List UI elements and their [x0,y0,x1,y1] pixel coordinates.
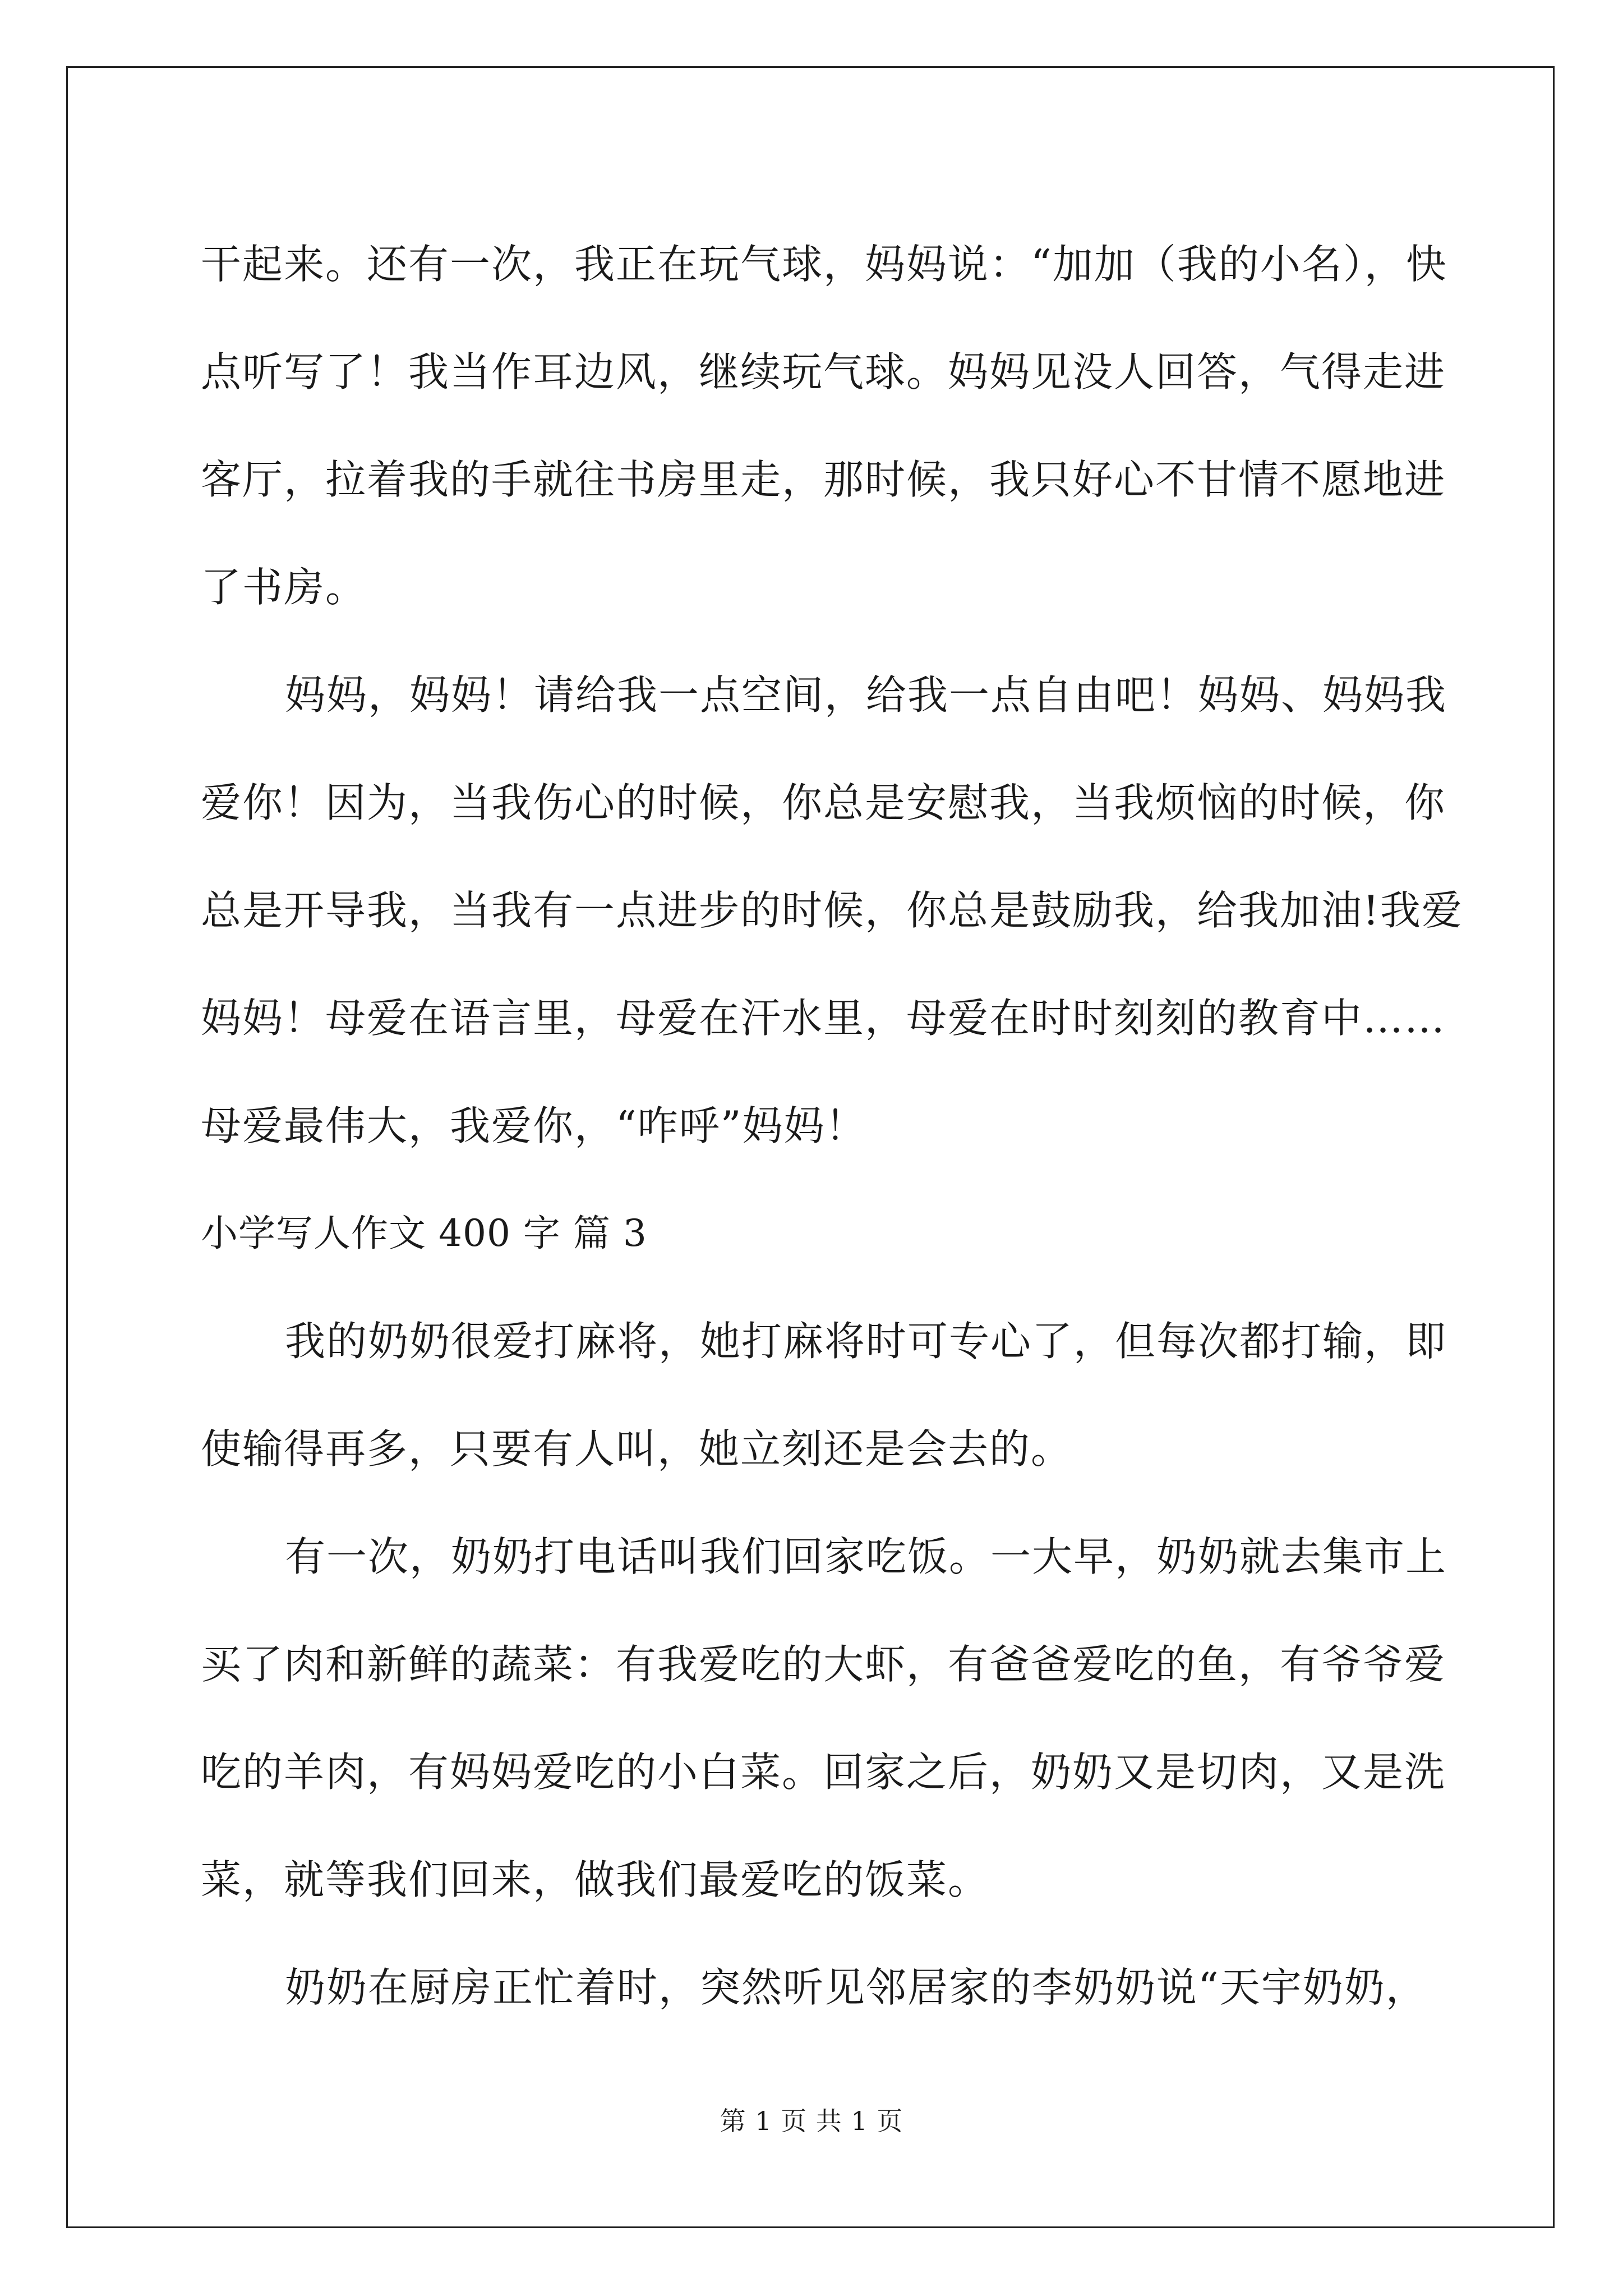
text-line: 菜，就等我们回来，做我们最爱吃的饭菜。 [201,1856,990,1903]
text-line: 干起来。还有一次，我正在玩气球，妈妈说：“加加（我的小名），快 [201,241,1447,288]
text-line: 母爱最伟大，我爱你，“咋呼”妈妈！ [201,1102,867,1149]
text-line: 总是开导我，当我有一点进步的时候，你总是鼓励我，给我加油!我爱 [201,887,1463,934]
text-line: 了书房。 [201,564,367,611]
text-line: 吃的羊肉，有妈妈爱吃的小白菜。回家之后，奶奶又是切肉，又是洗 [201,1749,1446,1796]
text-line: 点听写了！我当作耳边风，继续玩气球。妈妈见没人回答，气得走进 [201,348,1446,395]
document-body [201,210,1463,2041]
text-line: 使输得再多，只要有人叫，她立刻还是会去的。 [201,1425,1073,1473]
text-line: 客厅，拉着我的手就往书房里走，那时候，我只好心不甘情不愿地进 [201,456,1446,503]
text-line: 妈妈！母爱在语言里，母爱在汗水里，母爱在时时刻刻的教育中…… [201,995,1446,1042]
paragraph-start-line: 我的奶奶很爱打麻将，她打麻将时可专心了，但每次都打输，即 [285,1318,1447,1365]
paragraph-start-line: 妈妈，妈妈！请给我一点空间，给我一点自由吧！妈妈、妈妈我 [285,671,1447,719]
section-heading: 小学写人作文 400 字 篇 3 [201,1212,647,1255]
page-number-footer: 第 1 页 共 1 页 [720,2106,903,2136]
text-line: 爱你！因为，当我伤心的时候，你总是安慰我，当我烦恼的时候，你 [201,779,1446,826]
text-line: 买了肉和新鲜的蔬菜：有我爱吃的大虾，有爸爸爱吃的鱼，有爷爷爱 [201,1641,1446,1688]
paragraph-start-line: 奶奶在厨房正忙着时，突然听见邻居家的李奶奶说“天宇奶奶， [285,1964,1427,2011]
paragraph-start-line: 有一次，奶奶打电话叫我们回家吃饭。一大早，奶奶就去集市上 [285,1533,1447,1580]
